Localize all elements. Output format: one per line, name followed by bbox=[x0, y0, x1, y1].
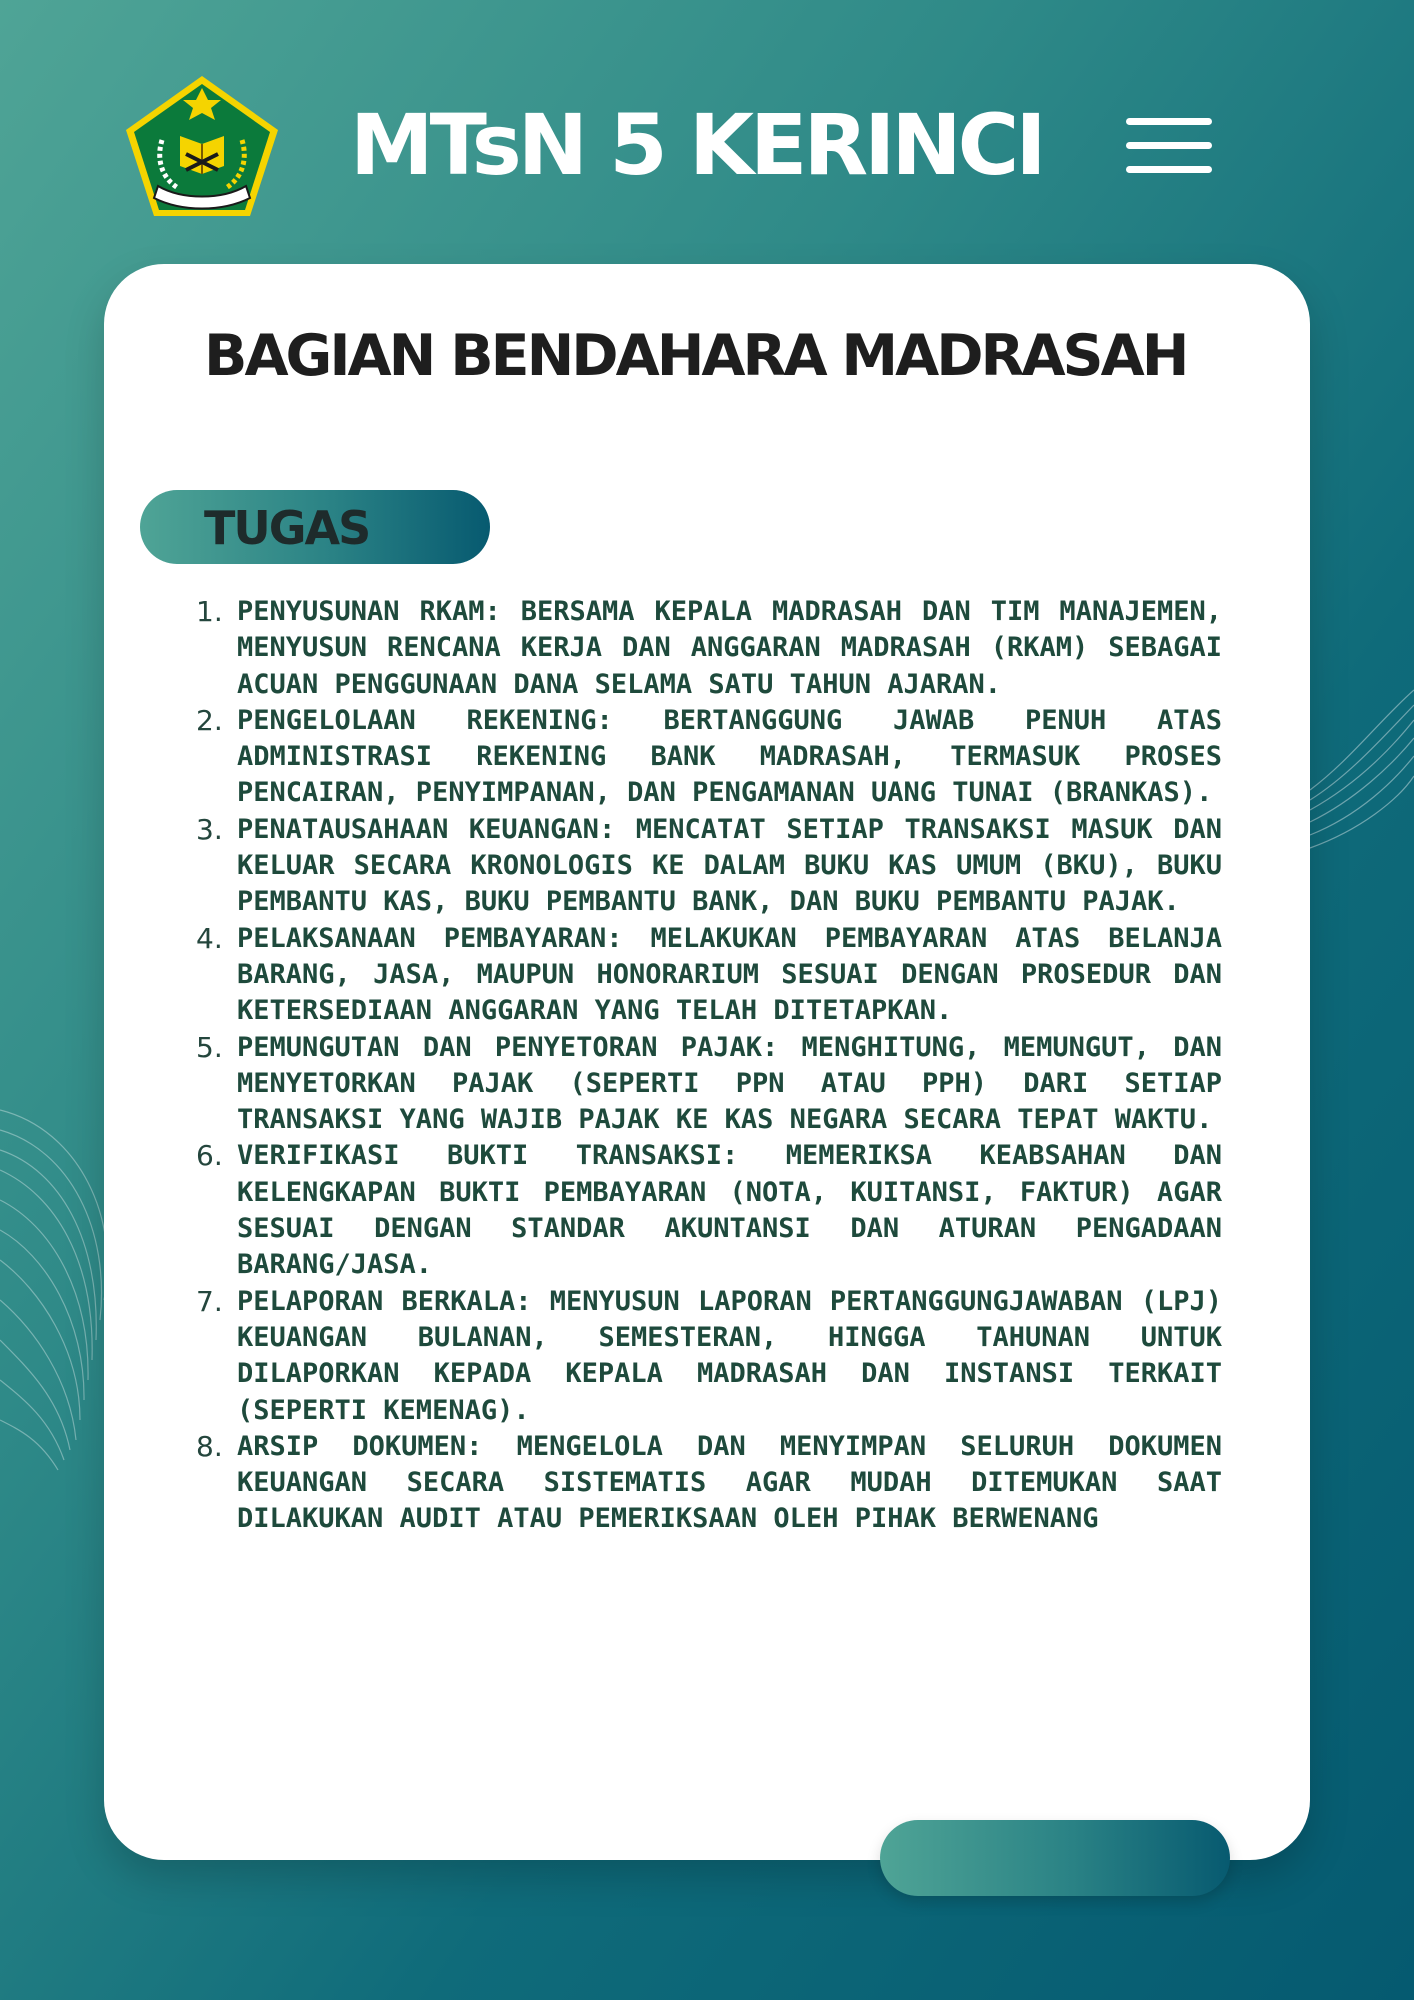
list-item bbox=[196, 921, 1222, 1030]
task-text: PELAKSANAAN PEMBAYARAN: MELAKUKAN PEMBAYARAN ATAS BELANJA BARANG, JASA, MAUPUN HONORARIUM SESUAI DENGAN PROSEDUR DAN KETERSEDIAAN ANGGARAN YANG TELAH DITETAPKAN. bbox=[237, 922, 1222, 1027]
list-item bbox=[196, 812, 1222, 921]
task-number: 1. bbox=[196, 595, 223, 628]
task-number: 2. bbox=[196, 703, 223, 737]
task-text: ARSIP DOKUMEN: MENGELOLA DAN MENYIMPAN SELURUH DOKUMEN KEUANGAN SECARA SISTEMATIS AGAR MUDAH DITEMUKAN SAAT DILAKUKAN AUDIT ATAU PEMERIKSAAN OLEH PIHAK BERWENANG bbox=[237, 1430, 1222, 1535]
task-text: PENYUSUNAN RKAM: BERSAMA KEPALA MADRASAH DAN TIM MANAJEMEN, MENYUSUN RENCANA KERJA DAN ANGGARAN MADRASAH (RKAM) SEBAGAI ACUAN PENGGUNAAN DANA SELAMA SATU TAHUN AJARAN. bbox=[237, 596, 1222, 700]
kemenag-emblem-icon bbox=[122, 74, 282, 220]
section-heading: TUGAS bbox=[204, 501, 370, 555]
task-text: PELAPORAN BERKALA: MENYUSUN LAPORAN PERTANGGUNGJAWABAN (LPJ) KEUANGAN BULANAN, SEMESTERAN, HINGGA TAHUNAN UNTUK DILAPORKAN KEPADA KEPALA MADRASAH DAN INSTANSI TERKAIT (SEPERTI KEMENAG). bbox=[237, 1285, 1222, 1426]
list-item bbox=[196, 594, 1222, 703]
list-item bbox=[196, 1030, 1222, 1139]
task-text: VERIFIKASI BUKTI TRANSAKSI: MEMERIKSA KEABSAHAN DAN KELENGKAPAN BUKTI PEMBAYARAN (NOTA, KUITANSI, FAKTUR) AGAR SESUAI DENGAN STANDAR AKUNTANSI DAN ATURAN PENGADAAN BARANG/JASA. bbox=[237, 1140, 1222, 1281]
list-item bbox=[196, 703, 1222, 812]
task-number: 4. bbox=[196, 921, 223, 955]
list-item bbox=[196, 1429, 1222, 1538]
list-item bbox=[196, 1284, 1222, 1429]
task-text: PENATAUSAHAAN KEUANGAN: MENCATAT SETIAP TRANSAKSI MASUK DAN KELUAR SECARA KRONOLOGIS KE DALAM BUKU KAS UMUM (BKU), BUKU PEMBANTU KAS, BUKU PEMBANTU BANK, DAN BUKU PEMBANTU PAJAK. bbox=[237, 813, 1222, 918]
content-card bbox=[104, 264, 1310, 1860]
decorative-pill bbox=[880, 1820, 1230, 1896]
task-list bbox=[196, 594, 1222, 1538]
task-text: PEMUNGUTAN DAN PENYETORAN PAJAK: MENGHITUNG, MEMUNGUT, DAN MENYETORKAN PAJAK (SEPERTI PPN ATAU PPH) DARI SETIAP TRANSAKSI YANG WAJIB PAJAK KE KAS NEGARA SECARA TEPAT WAKTU. bbox=[237, 1031, 1222, 1136]
menu-line bbox=[1126, 166, 1212, 173]
task-number: 3. bbox=[196, 812, 223, 846]
list-item bbox=[196, 1138, 1222, 1283]
task-number: 8. bbox=[196, 1429, 223, 1463]
task-number: 7. bbox=[196, 1284, 223, 1318]
site-title: MTsN 5 KERINCI bbox=[350, 96, 1043, 194]
site-header bbox=[0, 0, 1414, 260]
menu-line bbox=[1126, 118, 1212, 125]
task-number: 5. bbox=[196, 1030, 223, 1064]
hamburger-menu-icon[interactable] bbox=[1126, 112, 1216, 180]
task-text: PENGELOLAAN REKENING: BERTANGGUNG JAWAB PENUH ATAS ADMINISTRASI REKENING BANK MADRASAH, TERMASUK PROSES PENCAIRAN, PENYIMPANAN, DAN PENGAMANAN UANG TUNAI (BRANKAS). bbox=[237, 704, 1222, 809]
menu-line bbox=[1126, 142, 1212, 149]
page-title: BAGIAN BENDAHARA MADRASAH bbox=[204, 323, 1187, 389]
task-number: 6. bbox=[196, 1139, 223, 1173]
